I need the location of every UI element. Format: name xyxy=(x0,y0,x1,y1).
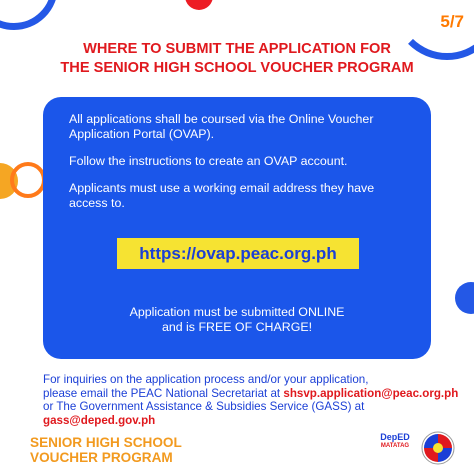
program-name xyxy=(30,435,182,465)
deped-logo-text: DepED xyxy=(380,432,410,442)
online-notice-line-2: and is FREE OF CHARGE! xyxy=(161,320,313,334)
title-line-1: WHERE TO SUBMIT THE APPLICATION FOR xyxy=(83,41,391,57)
decorative-ring-top-left xyxy=(0,0,58,30)
page-title xyxy=(20,40,454,78)
program-name-line-2: VOUCHER PROGRAM xyxy=(30,450,173,465)
program-name-line-1: SENIOR HIGH SCHOOL xyxy=(30,435,182,450)
gass-email-link[interactable]: gass@deped.gov.ph xyxy=(43,413,156,427)
inquiry-line-3: or The Government Assistance & Subsidies Service (GASS) at xyxy=(43,400,365,414)
page-number: 5/7 xyxy=(440,12,464,31)
peac-email-link[interactable]: shsvp.application@peac.org.ph xyxy=(283,386,459,400)
title-line-2: THE SENIOR HIGH SCHOOL VOUCHER PROGRAM xyxy=(60,60,414,76)
ovap-url-link[interactable]: https://ovap.peac.org.ph xyxy=(117,238,359,269)
online-notice xyxy=(43,305,431,335)
inquiry-line-2: please email the PEAC National Secretariat at xyxy=(43,386,284,400)
inquiry-line-1: For inquiries on the application process and/or your application, xyxy=(43,373,369,386)
decorative-orange-ring xyxy=(10,162,46,198)
card-paragraph-email: Applicants must use a working email address they have access to. xyxy=(69,181,375,210)
matatag-logo-text: MATATAG xyxy=(380,443,410,449)
inquiry-text xyxy=(43,373,463,427)
info-card xyxy=(43,97,431,359)
card-paragraph-instructions: Follow the instructions to create an OVAP account. xyxy=(69,154,348,168)
decorative-red-dot xyxy=(185,0,213,10)
philippine-seal-icon xyxy=(420,430,456,466)
deped-logo xyxy=(380,432,410,464)
online-notice-line-1: Application must be submitted ONLINE xyxy=(129,305,345,319)
decorative-blue-dot xyxy=(455,282,474,314)
card-paragraph-portal: All applications shall be coursed via the Online Voucher Application Portal (OVAP). xyxy=(69,112,374,141)
